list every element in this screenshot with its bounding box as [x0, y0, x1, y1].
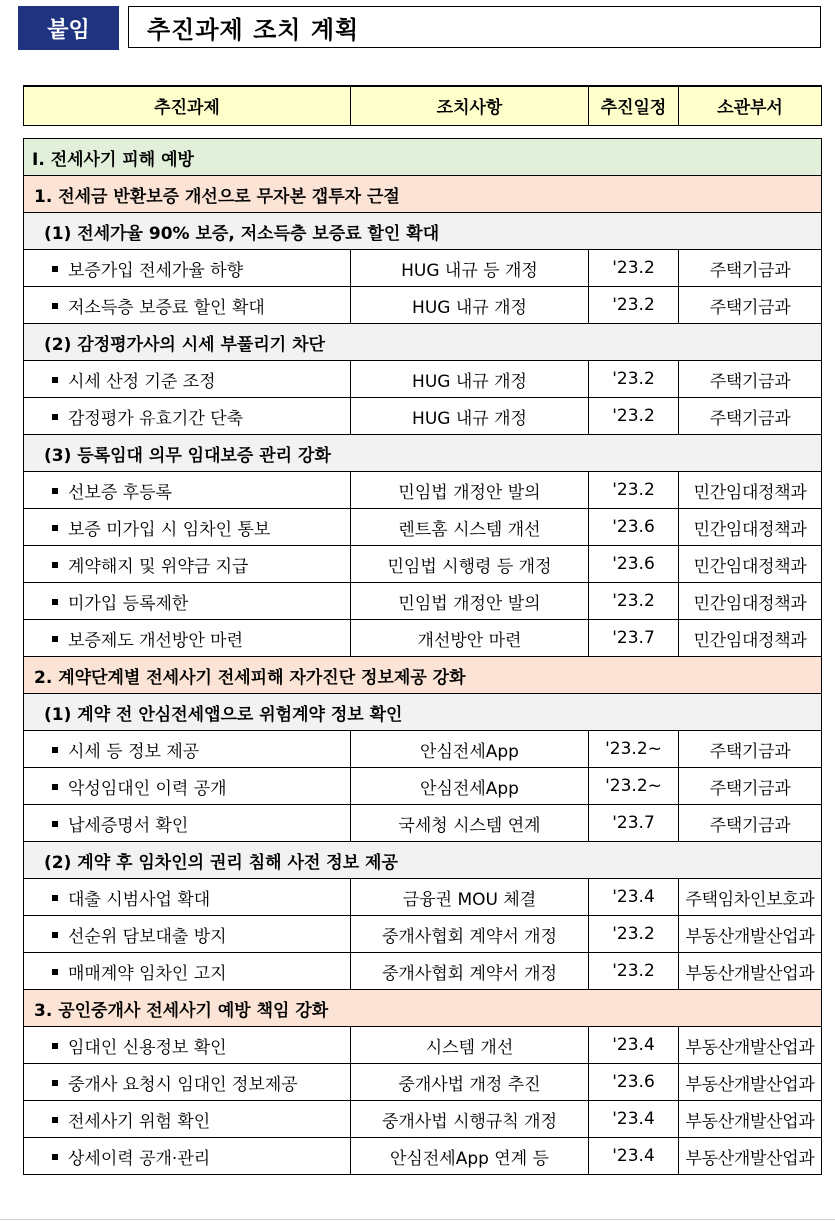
task-cell	[24, 620, 351, 657]
action-cell: 중개사법 시행규칙 개정	[351, 1101, 589, 1138]
bullet-icon	[52, 969, 58, 975]
table-row	[24, 953, 822, 990]
action-cell: HUG 내규 등 개정	[351, 250, 589, 287]
schedule-cell: '23.2	[589, 250, 679, 287]
group-title: (1) 전세가율 90% 보증, 저소득층 보증료 할인 확대	[24, 213, 822, 250]
table-row	[24, 583, 822, 620]
schedule-cell: '23.2~	[589, 731, 679, 768]
subsection-title: 1. 전세금 반환보증 개선으로 무자본 갭투자 근절	[24, 176, 822, 213]
table-row	[24, 546, 822, 583]
schedule-cell: '23.4	[589, 879, 679, 916]
department-cell: 주택임차인보호과	[679, 879, 822, 916]
bullet-icon	[52, 303, 58, 309]
schedule-cell: '23.2	[589, 398, 679, 435]
task-text: 매매계약 임차인 고지	[68, 963, 227, 984]
bullet-icon	[52, 1154, 58, 1160]
task-cell	[24, 583, 351, 620]
section-title: Ⅰ. 전세사기 피해 예방	[24, 139, 822, 176]
action-cell: 시스템 개선	[351, 1027, 589, 1064]
task-cell	[24, 398, 351, 435]
group-row	[24, 842, 822, 879]
department-cell: 부동산개발산업과	[679, 953, 822, 990]
task-cell	[24, 1027, 351, 1064]
action-cell: HUG 내규 개정	[351, 361, 589, 398]
subsection-row	[24, 176, 822, 213]
schedule-cell: '23.7	[589, 805, 679, 842]
task-cell	[24, 250, 351, 287]
task-cell	[24, 1101, 351, 1138]
table-header	[23, 85, 822, 126]
section-row	[24, 139, 822, 176]
action-cell: 민임법 시행령 등 개정	[351, 546, 589, 583]
department-cell: 민간임대정책과	[679, 472, 822, 509]
subsection-title: 3. 공인중개사 전세사기 예방 책임 강화	[24, 990, 822, 1027]
task-text: 보증제도 개선방안 마련	[68, 630, 244, 651]
group-title: (1) 계약 전 안심전세앱으로 위험계약 정보 확인	[24, 694, 822, 731]
schedule-cell: '23.6	[589, 546, 679, 583]
bullet-icon	[52, 599, 58, 605]
bullet-icon	[52, 1043, 58, 1049]
task-cell	[24, 361, 351, 398]
subsection-title: 2. 계약단계별 전세사기 전세피해 자가진단 정보제공 강화	[24, 657, 822, 694]
page-title: 추진과제 조치 계획	[128, 6, 821, 48]
bullet-icon	[52, 488, 58, 494]
task-text: 납세증명서 확인	[68, 815, 189, 836]
table-row	[24, 250, 822, 287]
column-header-action: 조치사항	[351, 86, 589, 125]
group-title: (3) 등록임대 의무 임대보증 관리 강화	[24, 435, 822, 472]
department-cell: 민간임대정책과	[679, 620, 822, 657]
task-cell	[24, 879, 351, 916]
task-cell	[24, 1138, 351, 1175]
group-title: (2) 계약 후 임차인의 권리 침해 사전 정보 제공	[24, 842, 822, 879]
task-text: 선보증 후등록	[68, 482, 172, 503]
department-cell: 부동산개발산업과	[679, 1027, 822, 1064]
bullet-icon	[52, 895, 58, 901]
group-row	[24, 694, 822, 731]
bullet-icon	[52, 932, 58, 938]
attachment-badge: 붙임	[18, 6, 119, 50]
page-divider	[0, 1219, 835, 1220]
action-cell: 안심전세App	[351, 768, 589, 805]
department-cell: 민간임대정책과	[679, 509, 822, 546]
table-row	[24, 731, 822, 768]
group-row	[24, 324, 822, 361]
subsection-row	[24, 657, 822, 694]
schedule-cell: '23.2	[589, 472, 679, 509]
department-cell: 민간임대정책과	[679, 546, 822, 583]
bullet-icon	[52, 414, 58, 420]
column-header-schedule: 추진일정	[589, 86, 679, 125]
schedule-cell: '23.7	[589, 620, 679, 657]
table-row	[24, 1101, 822, 1138]
department-cell: 주택기금과	[679, 398, 822, 435]
bullet-icon	[52, 784, 58, 790]
group-title: (2) 감정평가사의 시세 부풀리기 차단	[24, 324, 822, 361]
task-cell	[24, 1064, 351, 1101]
table-row	[24, 472, 822, 509]
action-cell: HUG 내규 개정	[351, 287, 589, 324]
task-cell	[24, 509, 351, 546]
task-cell	[24, 953, 351, 990]
schedule-cell: '23.4	[589, 1101, 679, 1138]
task-cell	[24, 546, 351, 583]
table-row	[24, 509, 822, 546]
task-text: 시세 등 정보 제공	[68, 741, 200, 762]
action-cell: 중개사협회 계약서 개정	[351, 953, 589, 990]
action-cell: 렌트홈 시스템 개선	[351, 509, 589, 546]
task-cell	[24, 916, 351, 953]
action-cell: 중개사법 개정 추진	[351, 1064, 589, 1101]
action-cell: 금융권 MOU 체결	[351, 879, 589, 916]
subsection-row	[24, 990, 822, 1027]
schedule-cell: '23.2	[589, 916, 679, 953]
action-cell: 민임법 개정안 발의	[351, 583, 589, 620]
page-header	[18, 6, 823, 50]
task-cell	[24, 731, 351, 768]
department-cell: 주택기금과	[679, 250, 822, 287]
task-cell	[24, 805, 351, 842]
column-header-department: 소관부서	[679, 86, 822, 125]
task-text: 저소득층 보증료 할인 확대	[68, 297, 265, 318]
schedule-cell: '23.6	[589, 1064, 679, 1101]
table-row	[24, 398, 822, 435]
schedule-cell: '23.2~	[589, 768, 679, 805]
table-row	[24, 916, 822, 953]
task-text: 상세이력 공개·관리	[68, 1148, 211, 1169]
schedule-cell: '23.2	[589, 583, 679, 620]
action-cell: 국세청 시스템 연계	[351, 805, 589, 842]
schedule-cell: '23.4	[589, 1138, 679, 1175]
table-row	[24, 805, 822, 842]
department-cell: 민간임대정책과	[679, 583, 822, 620]
table-row	[24, 361, 822, 398]
schedule-cell: '23.2	[589, 287, 679, 324]
schedule-cell: '23.6	[589, 509, 679, 546]
task-cell	[24, 472, 351, 509]
task-cell	[24, 287, 351, 324]
bullet-icon	[52, 266, 58, 272]
department-cell: 주택기금과	[679, 805, 822, 842]
table-row	[24, 1138, 822, 1175]
task-text: 중개사 요청시 임대인 정보제공	[68, 1074, 298, 1095]
bullet-icon	[52, 1117, 58, 1123]
department-cell: 부동산개발산업과	[679, 1138, 822, 1175]
bullet-icon	[52, 821, 58, 827]
task-text: 보증 미가입 시 임차인 통보	[68, 519, 271, 540]
task-text: 대출 시범사업 확대	[68, 889, 211, 910]
task-text: 임대인 신용정보 확인	[68, 1037, 227, 1058]
table-row	[24, 879, 822, 916]
action-plan-table	[23, 138, 822, 1175]
department-cell: 주택기금과	[679, 768, 822, 805]
task-text: 감정평가 유효기간 단축	[68, 408, 244, 429]
group-row	[24, 213, 822, 250]
task-text: 악성임대인 이력 공개	[68, 778, 227, 799]
task-text: 선순위 담보대출 방지	[68, 926, 227, 947]
department-cell: 부동산개발산업과	[679, 1064, 822, 1101]
task-text: 시세 산정 기준 조정	[68, 371, 216, 392]
table-row	[24, 1064, 822, 1101]
bullet-icon	[52, 636, 58, 642]
table-row	[24, 768, 822, 805]
task-text: 보증가입 전세가율 하향	[68, 260, 244, 281]
bullet-icon	[52, 377, 58, 383]
schedule-cell: '23.2	[589, 361, 679, 398]
bullet-icon	[52, 747, 58, 753]
task-text: 전세사기 위험 확인	[68, 1111, 211, 1132]
department-cell: 주택기금과	[679, 361, 822, 398]
schedule-cell: '23.4	[589, 1027, 679, 1064]
bullet-icon	[52, 525, 58, 531]
action-cell: HUG 내규 개정	[351, 398, 589, 435]
department-cell: 주택기금과	[679, 287, 822, 324]
department-cell: 주택기금과	[679, 731, 822, 768]
action-cell: 중개사협회 계약서 개정	[351, 916, 589, 953]
department-cell: 부동산개발산업과	[679, 1101, 822, 1138]
action-cell: 안심전세App	[351, 731, 589, 768]
bullet-icon	[52, 1080, 58, 1086]
task-text: 미가입 등록제한	[68, 593, 189, 614]
department-cell: 부동산개발산업과	[679, 916, 822, 953]
action-cell: 민임법 개정안 발의	[351, 472, 589, 509]
bullet-icon	[52, 562, 58, 568]
table-row	[24, 287, 822, 324]
table-row	[24, 1027, 822, 1064]
group-row	[24, 435, 822, 472]
table-row	[24, 620, 822, 657]
task-cell	[24, 768, 351, 805]
task-text: 계약해지 및 위약금 지급	[68, 556, 249, 577]
schedule-cell: '23.2	[589, 953, 679, 990]
action-cell: 개선방안 마련	[351, 620, 589, 657]
action-cell: 안심전세App 연계 등	[351, 1138, 589, 1175]
column-header-task: 추진과제	[24, 86, 351, 125]
